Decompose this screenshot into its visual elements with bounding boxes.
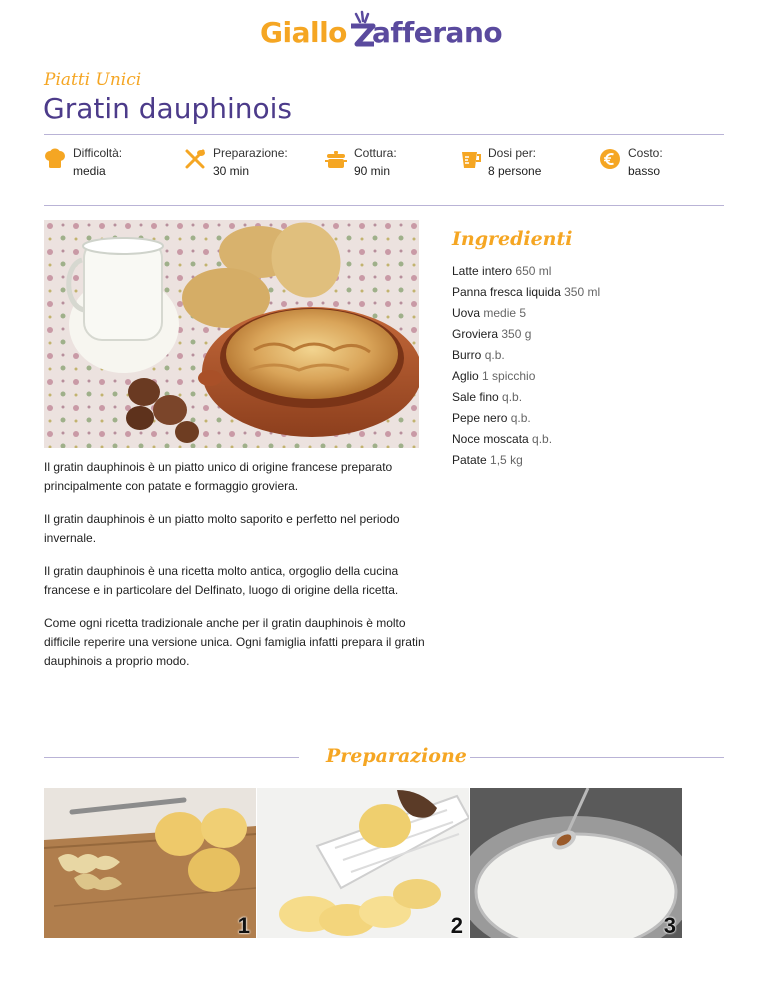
ingredient-name[interactable]: Aglio xyxy=(452,369,479,383)
ingredient-name[interactable]: Sale fino xyxy=(452,390,499,404)
meta-value: 8 persone xyxy=(488,164,542,178)
logo-word-afferano: afferano xyxy=(372,16,503,49)
step-3-image xyxy=(470,788,682,938)
meta-label: Costo: xyxy=(628,146,663,160)
ingredient-quantity: 350 ml xyxy=(564,285,601,299)
step-photo-2[interactable] xyxy=(257,788,469,938)
recipe-category[interactable]: Piatti Unici xyxy=(44,70,142,90)
ingredient-item xyxy=(452,411,600,432)
ingredient-item xyxy=(452,327,600,348)
intro-paragraph: Come ogni ricetta tradizionale anche per il gratin dauphinois è molto difficile reperire una versione unica. Ogni famiglia infatti prepara il gratin dauphinois a proprio modo. xyxy=(44,616,425,668)
ingredient-item xyxy=(452,390,600,411)
ingredients-list xyxy=(452,264,600,474)
ingredient-item xyxy=(452,285,600,306)
ingredient-name[interactable]: Noce moscata xyxy=(452,432,529,446)
meta-value: 30 min xyxy=(213,164,250,178)
chef-hat-icon xyxy=(44,148,66,170)
step-number: 2 xyxy=(450,913,463,938)
meta-label: Cottura: xyxy=(354,146,397,160)
ingredient-item xyxy=(452,264,600,285)
intro-paragraph: Il gratin dauphinois è un piatto unico di origine francese preparato principalmente con patate e formaggio groviera. xyxy=(44,460,393,493)
ingredient-quantity: medie 5 xyxy=(483,306,527,320)
meta-label: Preparazione: xyxy=(213,146,288,160)
ingredient-item xyxy=(452,432,600,453)
ingredient-quantity: 650 ml xyxy=(515,264,552,278)
meta-label: Dosi per: xyxy=(488,146,537,160)
ingredient-quantity: q.b. xyxy=(532,432,553,446)
ingredient-quantity: q.b. xyxy=(484,348,505,362)
meta-value: 90 min xyxy=(354,164,391,178)
recipe-title: Gratin dauphinois xyxy=(43,92,292,125)
ingredients-title: Ingredienti xyxy=(452,228,573,250)
ingredient-name[interactable]: Panna fresca liquida xyxy=(452,285,561,299)
meta-value: basso xyxy=(628,164,661,178)
ingredient-quantity: 350 g xyxy=(501,327,532,341)
step-number: 3 xyxy=(663,913,676,938)
prep-divider-left xyxy=(44,757,299,758)
ingredient-name[interactable]: Groviera xyxy=(452,327,499,341)
step-number: 1 xyxy=(237,913,250,938)
preparation-title: Preparazione xyxy=(326,745,467,767)
ingredient-item xyxy=(452,453,600,474)
step-1-image xyxy=(44,788,256,938)
measuring-cup-icon xyxy=(459,148,481,170)
intro-paragraph: Il gratin dauphinois è una ricetta molto antica, orgoglio della cucina francese e in particolare del Delfinato, luogo di origine della ricetta. xyxy=(44,564,399,597)
ingredient-name[interactable]: Pepe nero xyxy=(452,411,508,425)
prep-divider-right xyxy=(470,757,724,758)
ingredient-item xyxy=(452,306,600,327)
recipe-hero-image xyxy=(44,220,419,448)
ingredient-name[interactable]: Latte intero xyxy=(452,264,513,278)
step-2-image xyxy=(257,788,469,938)
ingredient-name[interactable]: Patate xyxy=(452,453,487,467)
header-divider xyxy=(44,134,724,135)
recipe-intro xyxy=(44,458,429,685)
ingredient-name[interactable]: Burro xyxy=(452,348,482,362)
meta-label: Difficoltà: xyxy=(73,146,123,160)
ingredient-quantity: 1,5 kg xyxy=(490,453,523,467)
ingredient-quantity: q.b. xyxy=(510,411,531,425)
site-logo[interactable] xyxy=(256,10,512,54)
step-photo-1[interactable] xyxy=(44,788,256,938)
pot-icon xyxy=(325,148,347,170)
intro-paragraph: Il gratin dauphinois è un piatto molto saporito e perfetto nel periodo invernale. xyxy=(44,512,400,545)
step-photo-3[interactable] xyxy=(470,788,682,938)
ingredient-item xyxy=(452,348,600,369)
utensils-icon xyxy=(184,148,206,170)
ingredient-item xyxy=(452,369,600,390)
ingredient-quantity: 1 spicchio xyxy=(482,369,536,383)
logo-word-giallo: Giallo xyxy=(260,16,347,49)
ingredient-quantity: q.b. xyxy=(502,390,523,404)
meta-divider xyxy=(44,205,724,206)
ingredient-name[interactable]: Uova xyxy=(452,306,481,320)
meta-value: media xyxy=(73,164,106,178)
euro-coin-icon xyxy=(599,148,621,170)
